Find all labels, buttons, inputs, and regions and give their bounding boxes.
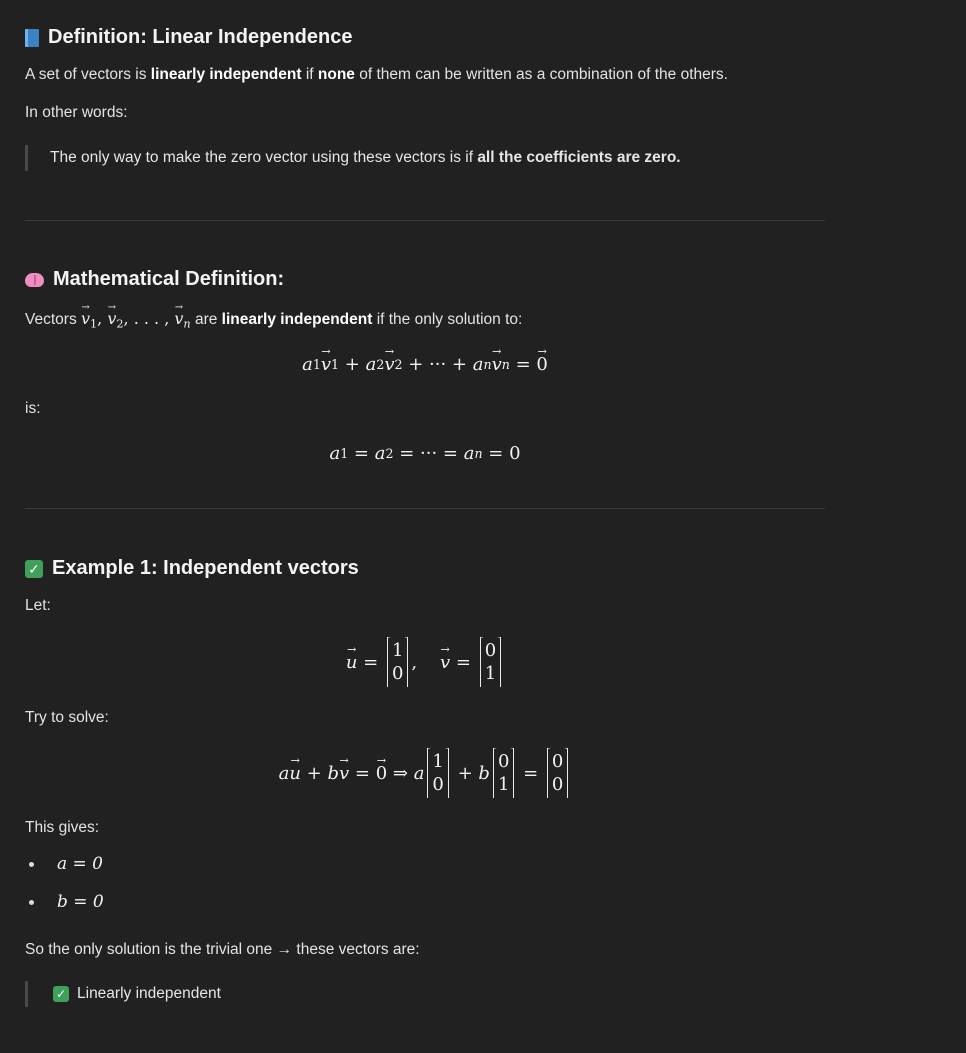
heading-example-1 xyxy=(25,557,359,580)
is-label: is: xyxy=(25,400,41,417)
check-mark-icon: ✓ xyxy=(53,986,69,1002)
result-text: Linearly independent xyxy=(77,985,221,1002)
vector-definitions-equation: → u = 1 0 , → v = 0 1 xyxy=(25,634,825,690)
u-matrix-copy: 1 0 xyxy=(427,748,448,798)
heading-definition xyxy=(25,26,352,49)
bullet-dot xyxy=(29,862,34,867)
conclusion-text: So the only solution is the trivial one → these vectors are: xyxy=(25,941,420,958)
v-matrix: 0 1 xyxy=(480,637,501,687)
v-matrix-copy: 0 1 xyxy=(493,748,514,798)
check-mark-icon: ✓ xyxy=(25,560,43,578)
bullet-b-equals-zero: b = 0 xyxy=(57,892,104,912)
bullet-a-equals-zero: a = 0 xyxy=(57,854,104,874)
result-blockquote xyxy=(25,981,221,1007)
vector-list-math: → $v_1$, → $v_2$, . . . , → $v_n$ xyxy=(81,309,191,328)
try-to-solve-label: Try to solve: xyxy=(25,709,109,726)
brain-icon xyxy=(25,273,44,287)
blue-book-icon xyxy=(25,29,39,47)
this-gives-label: This gives: xyxy=(25,819,100,836)
linear-combination-equation: a 1 → v 1 + a 2 → v 2 + ··· + a n → v n = → 0 xyxy=(25,350,825,378)
heading-math-definition xyxy=(25,268,284,291)
in-other-words-text: In other words: xyxy=(25,104,128,121)
heading-definition-text: Definition: Linear Independence xyxy=(48,26,353,48)
let-label: Let: xyxy=(25,597,51,614)
list-item xyxy=(25,854,103,874)
trivial-solution-equation: a 1 = a 2 = ··· = a n = 0 xyxy=(329,442,521,464)
heading-math-definition-text: Mathematical Definition: xyxy=(53,268,285,290)
bullet-dot xyxy=(29,900,34,905)
heading-example-1-text: Example 1: Independent vectors xyxy=(52,557,359,579)
divider xyxy=(25,220,825,221)
zero-matrix: 0 0 xyxy=(547,748,568,798)
vectors-paragraph: Vectors → $v_1$, → $v_2$, . . . , → $v_n$ are linearly independent if the only solution to: xyxy=(25,309,522,330)
divider xyxy=(25,508,825,509)
blockquote: The only way to make the zero vector using these vectors is if all the coefficients are zero. xyxy=(25,145,681,171)
list-item xyxy=(25,892,104,912)
u-matrix: 1 0 xyxy=(387,637,408,687)
solve-equation: a → u + b → v = → 0 ⇒ a 1 0 + b 0 1 = 0 0 xyxy=(25,745,825,801)
definition-paragraph: A set of vectors is linearly independent if none of them can be written as a combination of the others. xyxy=(25,66,728,83)
